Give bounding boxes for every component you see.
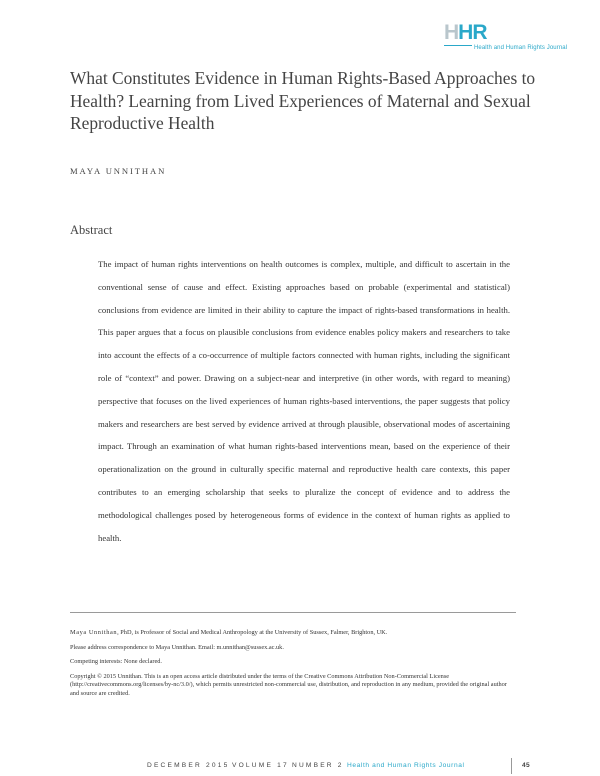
logo-letter-r: R xyxy=(472,21,487,44)
correspondence-note: Please address correspondence to Maya Unnithan. Email: m.unnithan@sussex.ac.uk. xyxy=(70,643,284,651)
abstract-text: The impact of human rights interventions on health outcomes is complex, multiple, and difficult to ascertain in the conventional sense of cause and effect. Existing approaches based on probable (experimental and statistical) conclusions from evidence are limited in their ability to capture the impact of rights-based transformations in health. This paper argues that a focus on plausible conclusions from evidence enables policy makers and researchers to take into account the effects of a co-occurrence of multiple factors connected with human rights, including the significant role of “context” and power. Drawing on a subject-near and interpretive (in other words, with regard to meaning) perspective that focuses on the lived experiences of human rights-based interventions, the paper suggests that policy makers and researchers are best served by evidence arrived at through plausible, observational modes of ascertaining impact. Through an examination of what human rights-based interventions mean, based on the experience of their operationalization on the ground in culturally specific maternal and reproductive health care contexts, this paper contributes to an emerging scholarship that seeks to pluralize the concept of evidence and to address the methodological challenges posed by heterogeneous forms of evidence in the context of human rights as applied to health. xyxy=(98,259,510,543)
journal-logo xyxy=(444,22,584,54)
author-name: Maya Unnithan xyxy=(70,629,118,636)
footnote-divider xyxy=(70,612,516,613)
logo-letter-h2: H xyxy=(458,21,473,44)
author-affiliation-note xyxy=(70,629,516,638)
logo-letter-h1: H xyxy=(444,21,459,44)
logo-tagline: Health and Human Rights Journal xyxy=(474,45,568,51)
page-number: 45 xyxy=(522,762,530,769)
competing-interests-note: Competing interests: None declared. xyxy=(70,658,162,666)
footer-journal: Health and Human Rights Journal xyxy=(347,762,465,769)
abstract-heading: Abstract xyxy=(70,223,113,237)
affiliation-text: , PhD, is Professor of Social and Medical Anthropology at the University of Sussex, Falmer, Brighton, UK. xyxy=(117,629,388,636)
article-title: What Constitutes Evidence in Human Rights-Based Approaches to Health? Learning from Lived Experiences of Maternal and Sexual Reproductive Health xyxy=(70,68,536,133)
hhr-logo-mark xyxy=(444,22,487,44)
footer-volume: VOLUME 17 xyxy=(232,762,289,769)
copyright-note: Copyright © 2015 Unnithan. This is an open access article distributed under the terms of the Creative Commons Attribution Non-Commercial License (http://creativecommons.org/licenses/by-nc/3.0/), which permits unrestricted non-commercial use, distribution, and reproduction in any medium, provided the original author and source are credited. xyxy=(70,672,507,697)
footer-number: NUMBER 2 xyxy=(292,762,344,769)
logo-underline xyxy=(444,45,472,46)
footnotes xyxy=(70,629,516,705)
article-author: MAYA UNNITHAN xyxy=(70,166,167,176)
footer-separator xyxy=(511,758,512,774)
page-footer xyxy=(0,762,600,776)
footer-date: DECEMBER 2015 xyxy=(147,762,230,769)
